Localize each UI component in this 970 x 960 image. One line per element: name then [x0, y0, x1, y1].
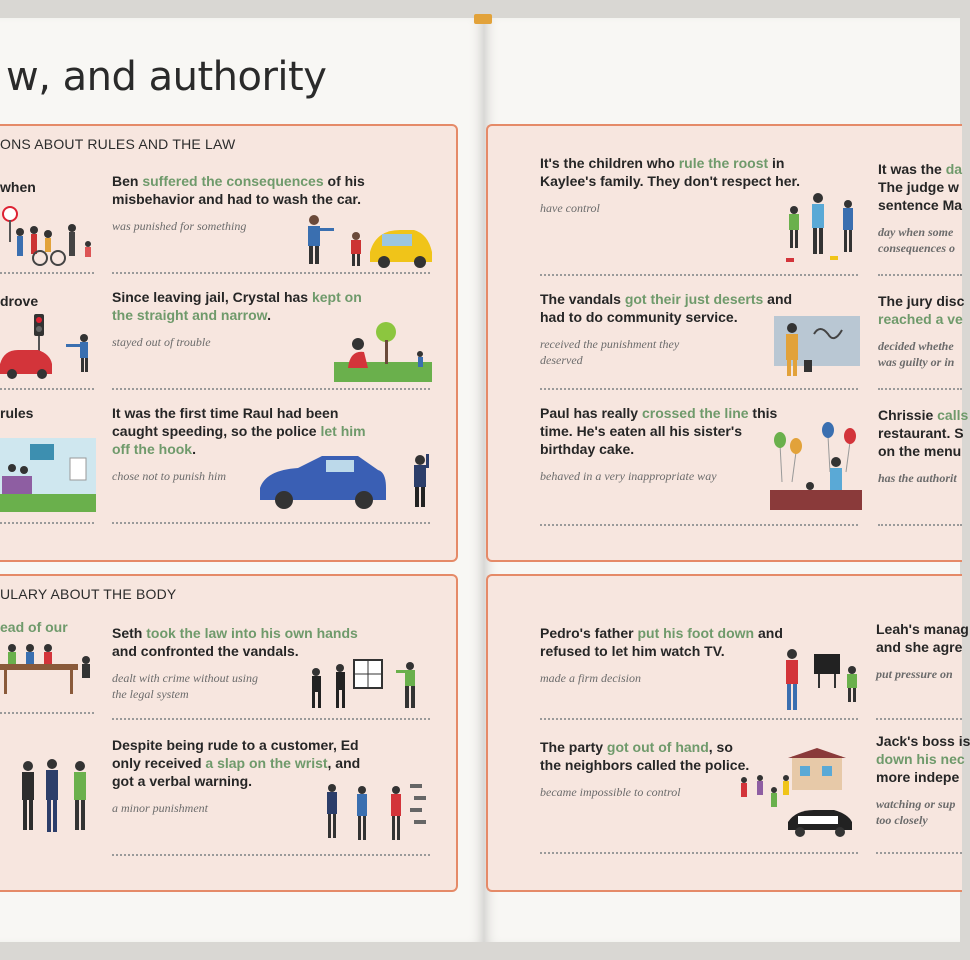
car-wash-illustration	[300, 212, 434, 272]
panel-heading: ULARY ABOUT THE BODY	[0, 586, 177, 602]
definition: became impossible to control	[540, 785, 681, 799]
dotted-divider	[0, 388, 94, 390]
family-living-room-illustration	[0, 438, 96, 512]
idiom-phrase: a slap on the wrist	[205, 755, 328, 771]
birthday-cake-illustration	[770, 422, 866, 516]
body-vocab-panel-right	[486, 574, 970, 892]
idiom-phrase: suffered the consequences	[142, 173, 324, 189]
example-sentence: The party got out of hand, so the neighbors called the police.	[540, 739, 750, 773]
idiom-entry	[540, 738, 754, 800]
pedestrians-crossing-illustration	[0, 204, 96, 268]
definition: have control	[540, 201, 600, 215]
fragment-text: ead of our	[0, 619, 68, 635]
idiom-phrase: got their just deserts	[624, 291, 764, 307]
dotted-divider	[112, 854, 430, 856]
confronting-vandals-illustration	[304, 656, 432, 718]
dotted-divider	[540, 274, 858, 276]
warning-customer-illustration	[322, 778, 432, 850]
bookmark-ribbon	[474, 14, 492, 24]
party-police-illustration	[736, 752, 860, 848]
dotted-divider	[540, 388, 858, 390]
example-sentence: Ben suffered the consequences of his misbehavior and had to wash the car.	[112, 173, 365, 207]
idiom-phrase: rule the roost	[678, 155, 769, 171]
definition: behaved in a very inappropriate way	[540, 469, 717, 483]
dotted-divider	[0, 272, 94, 274]
dotted-divider	[540, 718, 858, 720]
office-staff-illustration	[0, 756, 96, 840]
dotted-divider	[0, 712, 94, 714]
cropped-entry: Jack's boss is down his nec more indepe watching or sup too closely	[876, 733, 970, 827]
dotted-divider	[112, 522, 430, 524]
fragment-text: rules	[0, 405, 34, 421]
example-sentence: Pedro's father put his foot down and refused to let him watch TV.	[540, 625, 783, 659]
idiom-entry	[540, 404, 780, 484]
fragment-text: drove	[0, 293, 39, 309]
traffic-light-illustration	[0, 312, 96, 382]
idiom-phrase: let him off the hook	[112, 423, 366, 457]
park-girl-illustration	[334, 318, 432, 382]
example-sentence: It's the children who rule the roost in Kaylee's family. They don't respect her.	[540, 155, 801, 189]
dotted-divider	[878, 524, 962, 526]
definition: was punished for something	[112, 219, 247, 233]
kids-control-illustration	[782, 192, 864, 264]
dotted-divider	[540, 852, 858, 854]
cropped-entry: It was the da The judge w sentence Ma day when some consequences o	[878, 161, 963, 255]
definition: a minor punishment	[112, 801, 208, 815]
dotted-divider	[112, 388, 430, 390]
page-title: w, and authority	[6, 54, 327, 100]
definition: made a firm decision	[540, 671, 641, 685]
example-sentence: Despite being rude to a customer, Ed only received a slap on the wrist, and got a verbal warning.	[112, 737, 361, 789]
example-sentence: Paul has really crossed the line this time. He's eaten all his sister's birthday cake.	[540, 405, 778, 457]
dotted-divider	[0, 522, 94, 524]
definition: chose not to punish him	[112, 469, 226, 483]
definition: stayed out of trouble	[112, 335, 211, 349]
dotted-divider	[540, 524, 858, 526]
rules-law-panel	[0, 124, 458, 562]
dotted-divider	[878, 388, 962, 390]
definition: received the punishment they deserved	[540, 337, 680, 367]
body-vocab-panel	[0, 574, 458, 892]
idiom-phrase: kept on the straight and narrow	[112, 289, 362, 323]
dotted-divider	[112, 718, 430, 720]
example-sentence: Since leaving jail, Crystal has kept on the straight and narrow.	[112, 289, 362, 323]
meeting-table-illustration	[0, 638, 96, 700]
fragment-text: when	[0, 179, 36, 195]
cropped-entry: The jury disc reached a ve decided whethe was guilty or in	[878, 293, 965, 369]
cropped-entry: Leah's manag and she agre put pressure on	[876, 621, 969, 681]
dotted-divider	[876, 852, 962, 854]
idiom-phrase: crossed the line	[641, 405, 749, 421]
dotted-divider	[112, 272, 430, 274]
idiom-phrase: took the law into his own hands	[146, 625, 358, 641]
no-tv-illustration	[778, 648, 864, 714]
panel-heading: ONS ABOUT RULES AND THE LAW	[0, 136, 236, 152]
example-sentence: It was the first time Raul had been caught speeding, so the police let him off the hook.	[112, 405, 366, 457]
idiom-entry	[540, 154, 810, 216]
dotted-divider	[876, 718, 962, 720]
dotted-divider	[878, 274, 962, 276]
idiom-phrase: got out of hand	[606, 739, 709, 755]
police-stops-car-illustration	[258, 448, 434, 514]
example-sentence: The vandals got their just deserts and had to do community service.	[540, 291, 793, 325]
cropped-entry: Chrissie calls restaurant. S on the menu has the authorit	[878, 407, 969, 485]
rules-law-panel-right	[486, 124, 969, 562]
idiom-phrase: put his foot down	[637, 625, 755, 641]
definition: dealt with crime without using the legal system	[112, 671, 258, 701]
graffiti-cleanup-illustration	[774, 316, 860, 380]
example-sentence: Seth took the law into his own hands and confronted the vandals.	[112, 625, 358, 659]
